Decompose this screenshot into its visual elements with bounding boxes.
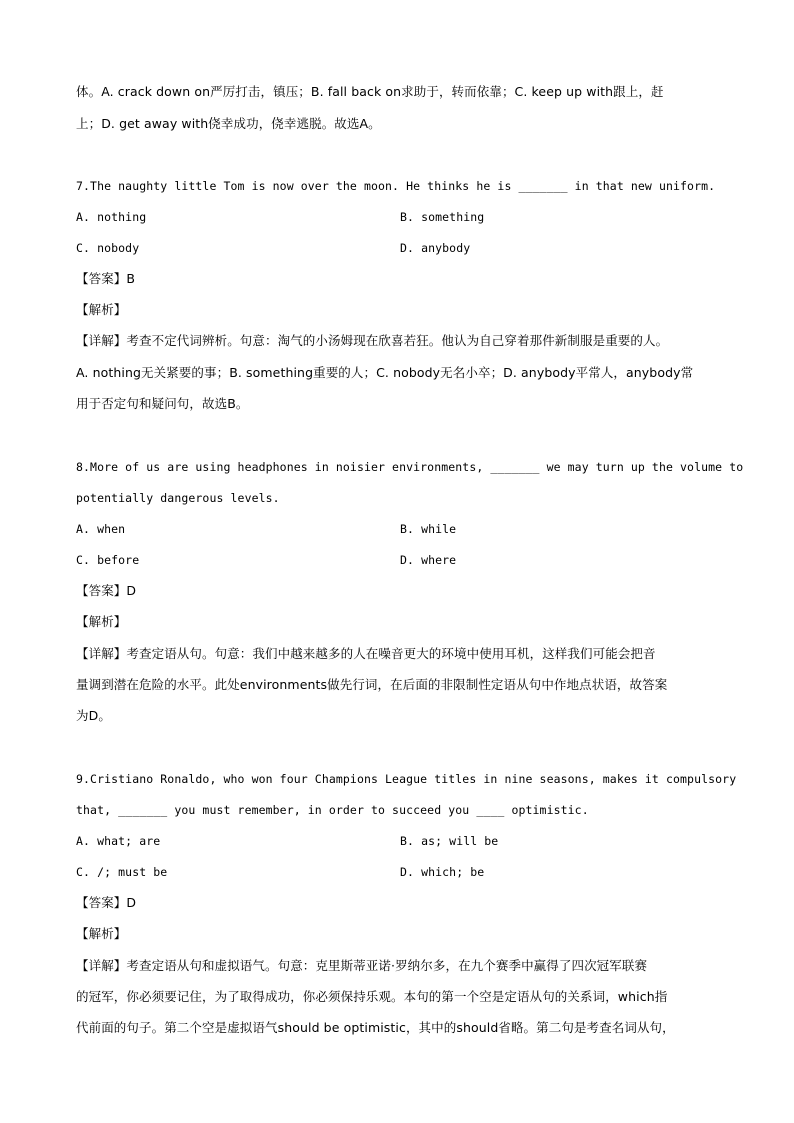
q7-stem: 7.The naughty little Tom is now over the moon. He thinks he is _______ in that new uniform.	[76, 179, 716, 193]
q9-answer: 【答案】D	[76, 895, 137, 910]
q7-option-d: D. anybody	[400, 241, 471, 255]
prev-explanation-line-2: 上；D. get away with侥幸成功，侥幸逃脱。故选A。	[76, 116, 381, 131]
q8-detail-line-3: 为D。	[76, 708, 111, 723]
q9-option-d: D. which; be	[400, 865, 485, 879]
q9-option-a: A. what; are	[76, 834, 161, 848]
q8-detail-line-1: 【详解】考查定语从句。句意：我们中越来越多的人在噪音更大的环境中使用耳机，这样我们可能会把音	[76, 646, 656, 661]
q8-answer: 【答案】D	[76, 583, 137, 598]
q9-stem-line-2: that, _______ you must remember, in order to succeed you ____ optimistic.	[76, 803, 589, 817]
q7-detail-line-3: 用于否定句和疑问句，故选B。	[76, 396, 249, 411]
q8-stem-line-1: 8.More of us are using headphones in noisier environments, _______ we may turn up the volume to	[76, 460, 744, 474]
prev-explanation-line-1: 体。A. crack down on严厉打击，镇压；B. fall back on求助于，转而依靠；C. keep up with跟上，赶	[76, 84, 664, 99]
q8-detail-line-2: 量调到潜在危险的水平。此处environments做先行词，在后面的非限制性定语从句中作地点状语，故答案	[76, 677, 668, 692]
q8-analysis-label: 【解析】	[76, 614, 127, 629]
q7-option-c: C. nobody	[76, 241, 140, 255]
q9-detail-line-3: 代前面的句子。第二个空是虚拟语气should be optimistic，其中的should省略。第二句是考查名词从句，	[76, 1020, 675, 1035]
q7-answer: 【答案】B	[76, 271, 136, 286]
q9-detail-line-1: 【详解】考查定语从句和虚拟语气。句意：克里斯蒂亚诺·罗纳尔多，在九个赛季中赢得了四次冠军联赛	[76, 958, 648, 973]
q7-analysis-label: 【解析】	[76, 302, 127, 317]
q9-analysis-label: 【解析】	[76, 926, 127, 941]
q8-stem-line-2: potentially dangerous levels.	[76, 491, 280, 505]
q8-option-a: A. when	[76, 522, 126, 536]
q7-detail-line-1: 【详解】考查不定代词辨析。句意：淘气的小汤姆现在欣喜若狂。他认为自己穿着那件新制服是重要的人。	[76, 333, 669, 348]
q9-option-c: C. /; must be	[76, 865, 168, 879]
q7-option-a: A. nothing	[76, 210, 147, 224]
q7-option-b: B. something	[400, 210, 485, 224]
q7-detail-line-2: A. nothing无关紧要的事；B. something重要的人；C. nobody无名小卒；D. anybody平常人，anybody常	[76, 365, 694, 380]
q9-stem-line-1: 9.Cristiano Ronaldo, who won four Champions League titles in nine seasons, makes it compulsory	[76, 772, 737, 786]
q9-detail-line-2: 的冠军，你必须要记住，为了取得成功，你必须保持乐观。本句的第一个空是定语从句的关系词，which指	[76, 989, 668, 1004]
q8-option-b: B. while	[400, 522, 457, 536]
q8-option-d: D. where	[400, 553, 457, 567]
q9-option-b: B. as; will be	[400, 834, 499, 848]
q8-option-c: C. before	[76, 553, 140, 567]
